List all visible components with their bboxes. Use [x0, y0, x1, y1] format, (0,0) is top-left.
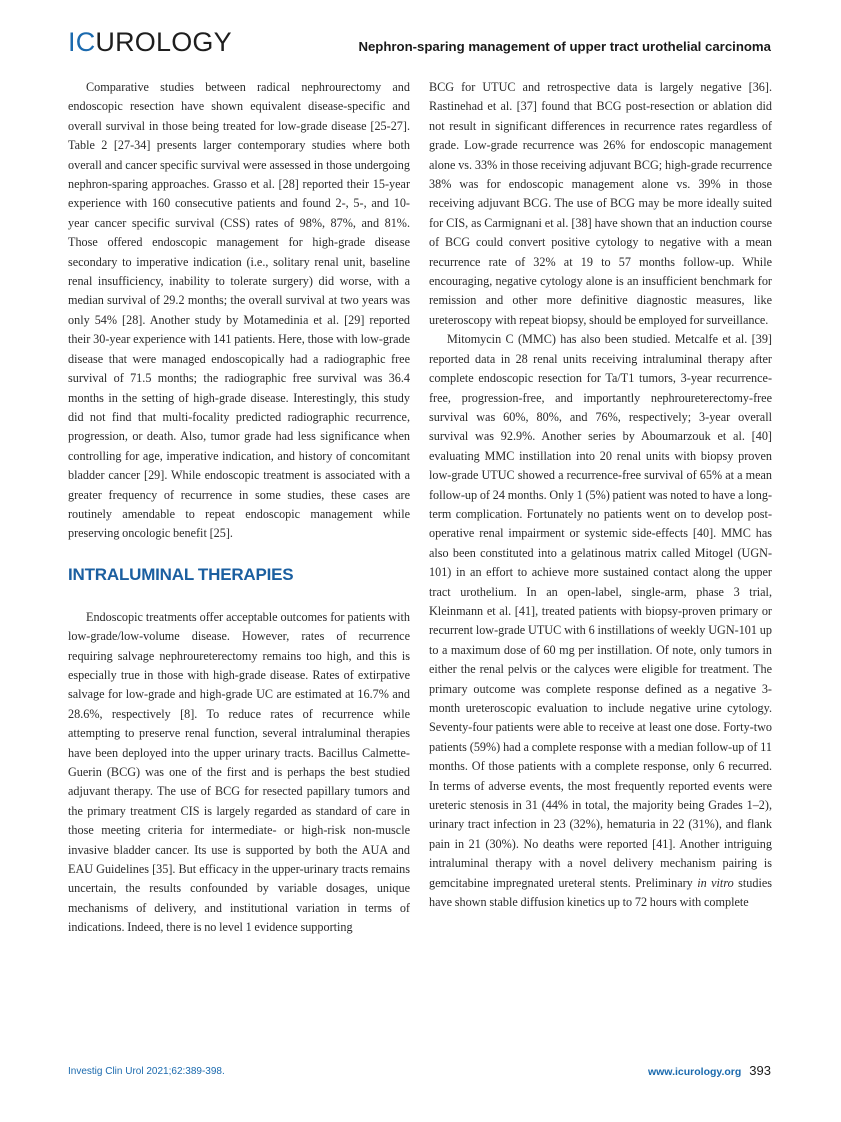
- logo-suffix: UROLOGY: [95, 27, 232, 57]
- left-paragraph-2: Endoscopic treatments offer acceptable outcomes for patients with low-grade/low-volume disease. However, rates of recurrence requiring salvage nephroureterectomy remains too high, and this is especially true in those with high-grade disease. Rates of extirpative salvage for low-grade and high-grade UC are estimated at 16.7% and 28.6%, respectively [8]. To reduce rates of recurrence while attempting to preserve renal function, several intraluminal therapies have been deployed into the upper urinary tracts. Bacillus Calmette-Guerin (BCG) was one of the first and is perhaps the best studied adjuvant therapy. The use of BCG for resected papillary tumors and the primary treatment CIS is largely regarded as standard of care in those meeting criteria for intermediate- or high-risk non-muscle invasive bladder cancer. Its use is supported by both the AUA and EAU Guidelines [35]. But efficacy in the upper-urinary tracts remains uncertain, the results confounded by variable dosages, unique mechanisms of delivery, and institutional variation in terms of indications. Indeed, there is no level 1 evidence supporting: [68, 609, 410, 935]
- right-paragraph-1: BCG for UTUC and retrospective data is largely negative [36]. Rastinehad et al. [37] found that BCG post-resection or ablation did not result in significant differences in recurrence rates regardless of grade. Low-grade recurrence was 26% for endoscopic management alone vs. 33% in those receiving adjuvant BCG; high-grade recurrence 38% was for endoscopic management alone vs. 39% in those receiving adjuvant BCG. The use of BCG may be more ideally suited for CIS, as Carmignani et al. [38] have shown that an induction course of BCG could convert positive cytology to negative with a mean recurrence rate of 32% at 19 to 57 months follow-up. While encouraging, negative cytology alone is an insufficient benchmark for remission and other more definitive diagnostic measures, like ureteroscopy with repeat biopsy, should be employed for surveillance.: [429, 80, 772, 327]
- footer-right: [648, 1063, 771, 1078]
- right-column: [429, 78, 772, 912]
- right-paragraph-2: [429, 330, 772, 912]
- footer-citation: Investig Clin Urol 2021;62:389-398.: [68, 1066, 225, 1077]
- logo-prefix: IC: [68, 27, 96, 57]
- footer-website-link[interactable]: www.icurology.org: [647, 1066, 742, 1078]
- running-title: Nephron-sparing management of upper tract urothelial carcinoma: [358, 39, 771, 54]
- journal-logo: [68, 27, 232, 57]
- right-paragraph-2-text-b: studies have shown stable diffusion kinetics up to 72 hours with complete: [429, 875, 772, 910]
- right-paragraph-2-text-a: Mitomycin C (MMC) has also been studied. Metcalfe et al. [39] reported data in 28 renal units receiving intraluminal therapy after complete endoscopic resection for Ta/T1 tumors, 3-year recurrence-free, progression-free, and importantly nephroureterectomy-free survival was 60%, 80%, and 76%, respectively; 3-year overall survival was 92.9%. Another series by Aboumarzouk et al. [40] evaluating MMC instillation into 20 renal units with biopsy proven low-grade UTUC showed a recurrence-free survival of 65% at a mean follow-up of 24 months. Only 1 (5%) patient was noted to have a long-term complication. Fortunately no patients went on to develop post-operative renal impairment or systemic side-effects [40]. MMC has also been constituted into a gelatinous matrix called Mitogel (UGN-101) in an effort to achieve more sustained contact along the upper tract urothelium. In an open-label, single-arm, phase 3 trial, Kleinmann et al. [41], treated patients with biopsy-proven primary or recurrent low-grade UTUC with 6 instillations of weekly UGN-101 up to a maximum dose of 60 mg per instillation. Of note, only tumors in either the renal pelvis or the calyces were eligible for treatment. The primary outcome was complete response defined as a negative 3-month ureteroscopic evaluation to include negative urine cytology. Seventy-four patients were able to receive at least one dose. Forty-two patients (59%) had a complete response with a median follow-up of 11 months. Of those patients with a complete response, only 6 recurred. In terms of adverse events, the most frequently reported events were ureteric stenosis in 31 (44% in total, the majority being Grades 1–2), urinary tract infection in 23 (32%), hematuria in 22 (31%), and flank pain in 21 (30%). No deaths were reported [41]. Another intriguing intraluminal therapy with a novel delivery mechanism pairing is gemcitabine impregnated ureteral stents. Preliminary: [429, 332, 772, 890]
- right-paragraph-2-italic: in vitro: [697, 875, 734, 890]
- left-paragraph-1: Comparative studies between radical nephrourectomy and endoscopic resection have shown equivalent disease-specific and overall survival in those being treated for low-grade disease [25-27]. Table 2 [27-34] presents larger contemporary studies where both overall and cancer specific survival were assessed in those undergoing nephron-sparing approaches. Grasso et al. [28] reported their 15-year experience with 160 consecutive patients and found 2-, 5-, and 10-year cancer specific survival (CSS) rates of 98%, 87%, and 81%. Those offered endoscopic management for high-grade disease secondary to imperative indication (i.e., solitary renal unit, baseline renal insufficiency, inability to tolerate surgery) did worse, with a median survival of 29.2 months; the overall survival at two years was only 54% [28]. Another study by Motamedinia et al. [29] reported their 30-year experience with 141 patients. Here, those with low-grade disease that were managed endoscopically had a radiographic free survival of 71.5 months; the radiographic free survival was 36.4 months in the setting of high-grade disease. Interestingly, this study did not find that multi-focality predicted radiographic recurrence, progression, or death. Also, tumor grade had less significance when controlling for age, imperative indication, and history of concomitant bladder cancer [29]. While endoscopic treatment is associated with a greater frequency of recurrence in some studies, these cases are routinely amendable to repeat endoscopic management while preserving oncologic benefit [25].: [68, 80, 410, 541]
- page-number: 393: [749, 1063, 771, 1078]
- section-heading-intraluminal-therapies: INTRALUMINAL THERAPIES: [68, 564, 294, 584]
- left-column: [68, 78, 410, 938]
